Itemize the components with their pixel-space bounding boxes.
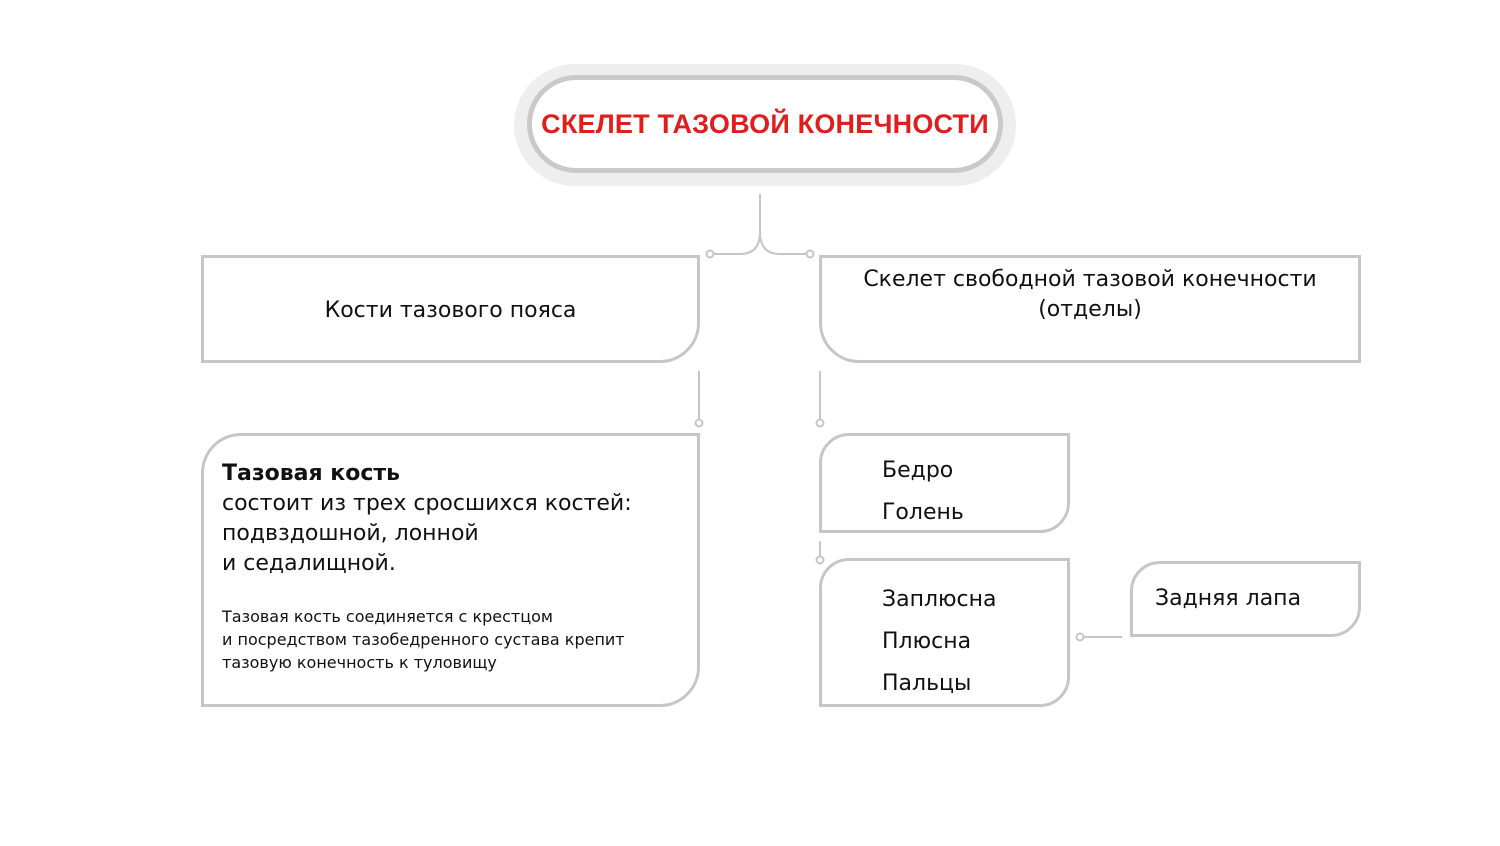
pelvic-girdle-box [201,255,700,363]
pelvic-bone-heading: Тазовая кость [222,461,401,486]
free-limb-sublabel: (отделы) [1038,297,1142,322]
connector-title-fork [714,194,806,254]
free-limb-label: Скелет свободной тазовой конечности [863,267,1317,292]
connector-node-section1 [817,420,824,427]
connector-node-left [707,251,714,258]
pelvic-girdle-label: Кости тазового пояса [324,298,577,323]
limb-sections-box-2 [819,558,1070,707]
list-item: Бедро [882,458,954,483]
pelvic-bone-description: состоит из трех сросшихся костей: подвздошной, лонной и седалищной. [222,491,632,576]
list-item: Плюсна [882,629,972,654]
limb-sections-box-1 [819,433,1070,533]
free-limb-box [819,255,1361,363]
hind-paw-label: Задняя лапа [1155,586,1302,611]
list-item: Заплюсна [882,587,997,612]
connector-node-section2 [817,557,824,564]
list-item: Голень [882,500,964,525]
title-pill [527,75,1003,173]
hind-paw-box [1130,561,1361,637]
pelvic-bone-note: Тазовая кость соединяется с крестцом и посредством тазобедренного сустава крепит тазовую конечность к туловищу [222,607,625,672]
diagram-title: СКЕЛЕТ ТАЗОВОЙ КОНЕЧНОСТИ [541,108,989,139]
list-item: Пальцы [882,671,972,696]
connector-node-right [807,251,814,258]
pelvic-bone-box [201,433,700,707]
connector-node-bone [696,420,703,427]
connector-node-paw [1077,634,1084,641]
